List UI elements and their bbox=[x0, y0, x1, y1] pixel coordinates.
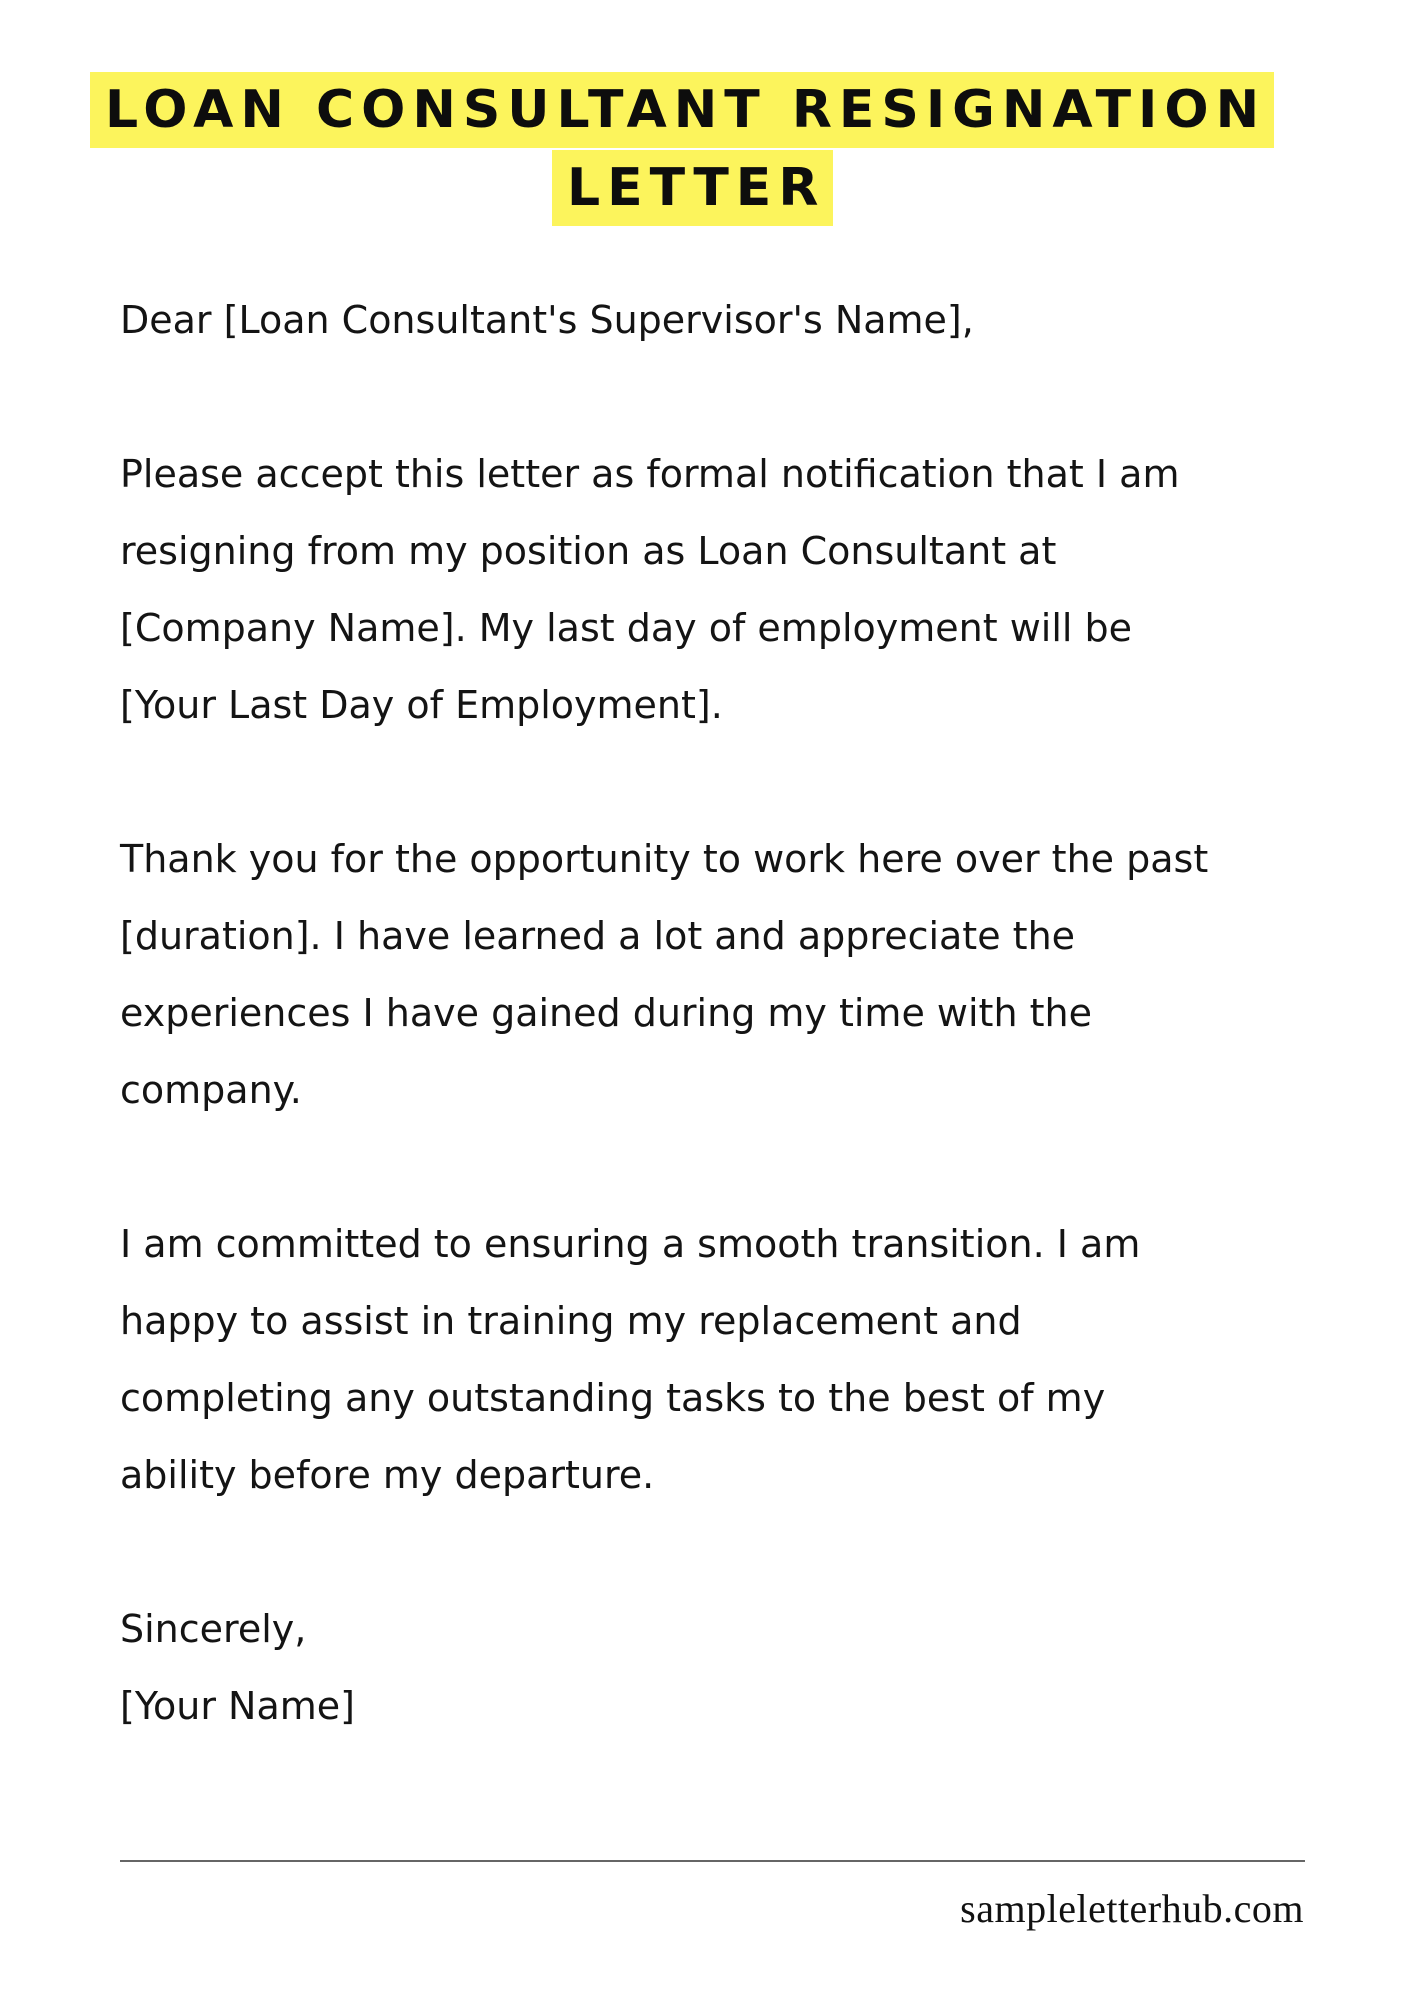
paragraph-2-line-2: [duration]. I have learned a lot and appreciate the bbox=[120, 914, 1076, 958]
spacer bbox=[120, 1514, 1360, 1591]
spacer bbox=[120, 744, 1360, 821]
signature-placeholder: [Your Name] bbox=[120, 1684, 355, 1728]
paragraph-2-line-3: experiences I have gained during my time with the bbox=[120, 991, 1092, 1035]
paragraph-2-line-1: Thank you for the opportunity to work here over the past bbox=[120, 837, 1209, 881]
paragraph-1-line-4: [Your Last Day of Employment]. bbox=[120, 683, 723, 727]
paragraph-1-line-2: resigning from my position as Loan Consultant at bbox=[120, 529, 1057, 573]
footer-website: sampleletterhub.com bbox=[960, 1886, 1304, 1931]
salutation: Dear [Loan Consultant's Supervisor's Name], bbox=[120, 298, 974, 342]
paragraph-1-line-3: [Company Name]. My last day of employment will be bbox=[120, 606, 1133, 650]
title-line-1: LOAN CONSULTANT RESIGNATION bbox=[90, 72, 1274, 148]
footer-divider bbox=[120, 1860, 1305, 1862]
paragraph-2-line-4: company. bbox=[120, 1068, 302, 1112]
spacer bbox=[120, 359, 1360, 436]
paragraph-3-line-1: I am committed to ensuring a smooth transition. I am bbox=[120, 1222, 1141, 1266]
paragraph-3-line-3: completing any outstanding tasks to the best of my bbox=[120, 1376, 1106, 1420]
paragraph-3-line-4: ability before my departure. bbox=[120, 1453, 655, 1497]
letter-body bbox=[120, 282, 1360, 1745]
title-line-2: LETTER bbox=[552, 150, 833, 226]
closing: Sincerely, bbox=[120, 1607, 307, 1651]
spacer bbox=[120, 1129, 1360, 1206]
paragraph-1-line-1: Please accept this letter as formal notification that I am bbox=[120, 452, 1180, 496]
paragraph-3-line-2: happy to assist in training my replacement and bbox=[120, 1299, 1022, 1343]
